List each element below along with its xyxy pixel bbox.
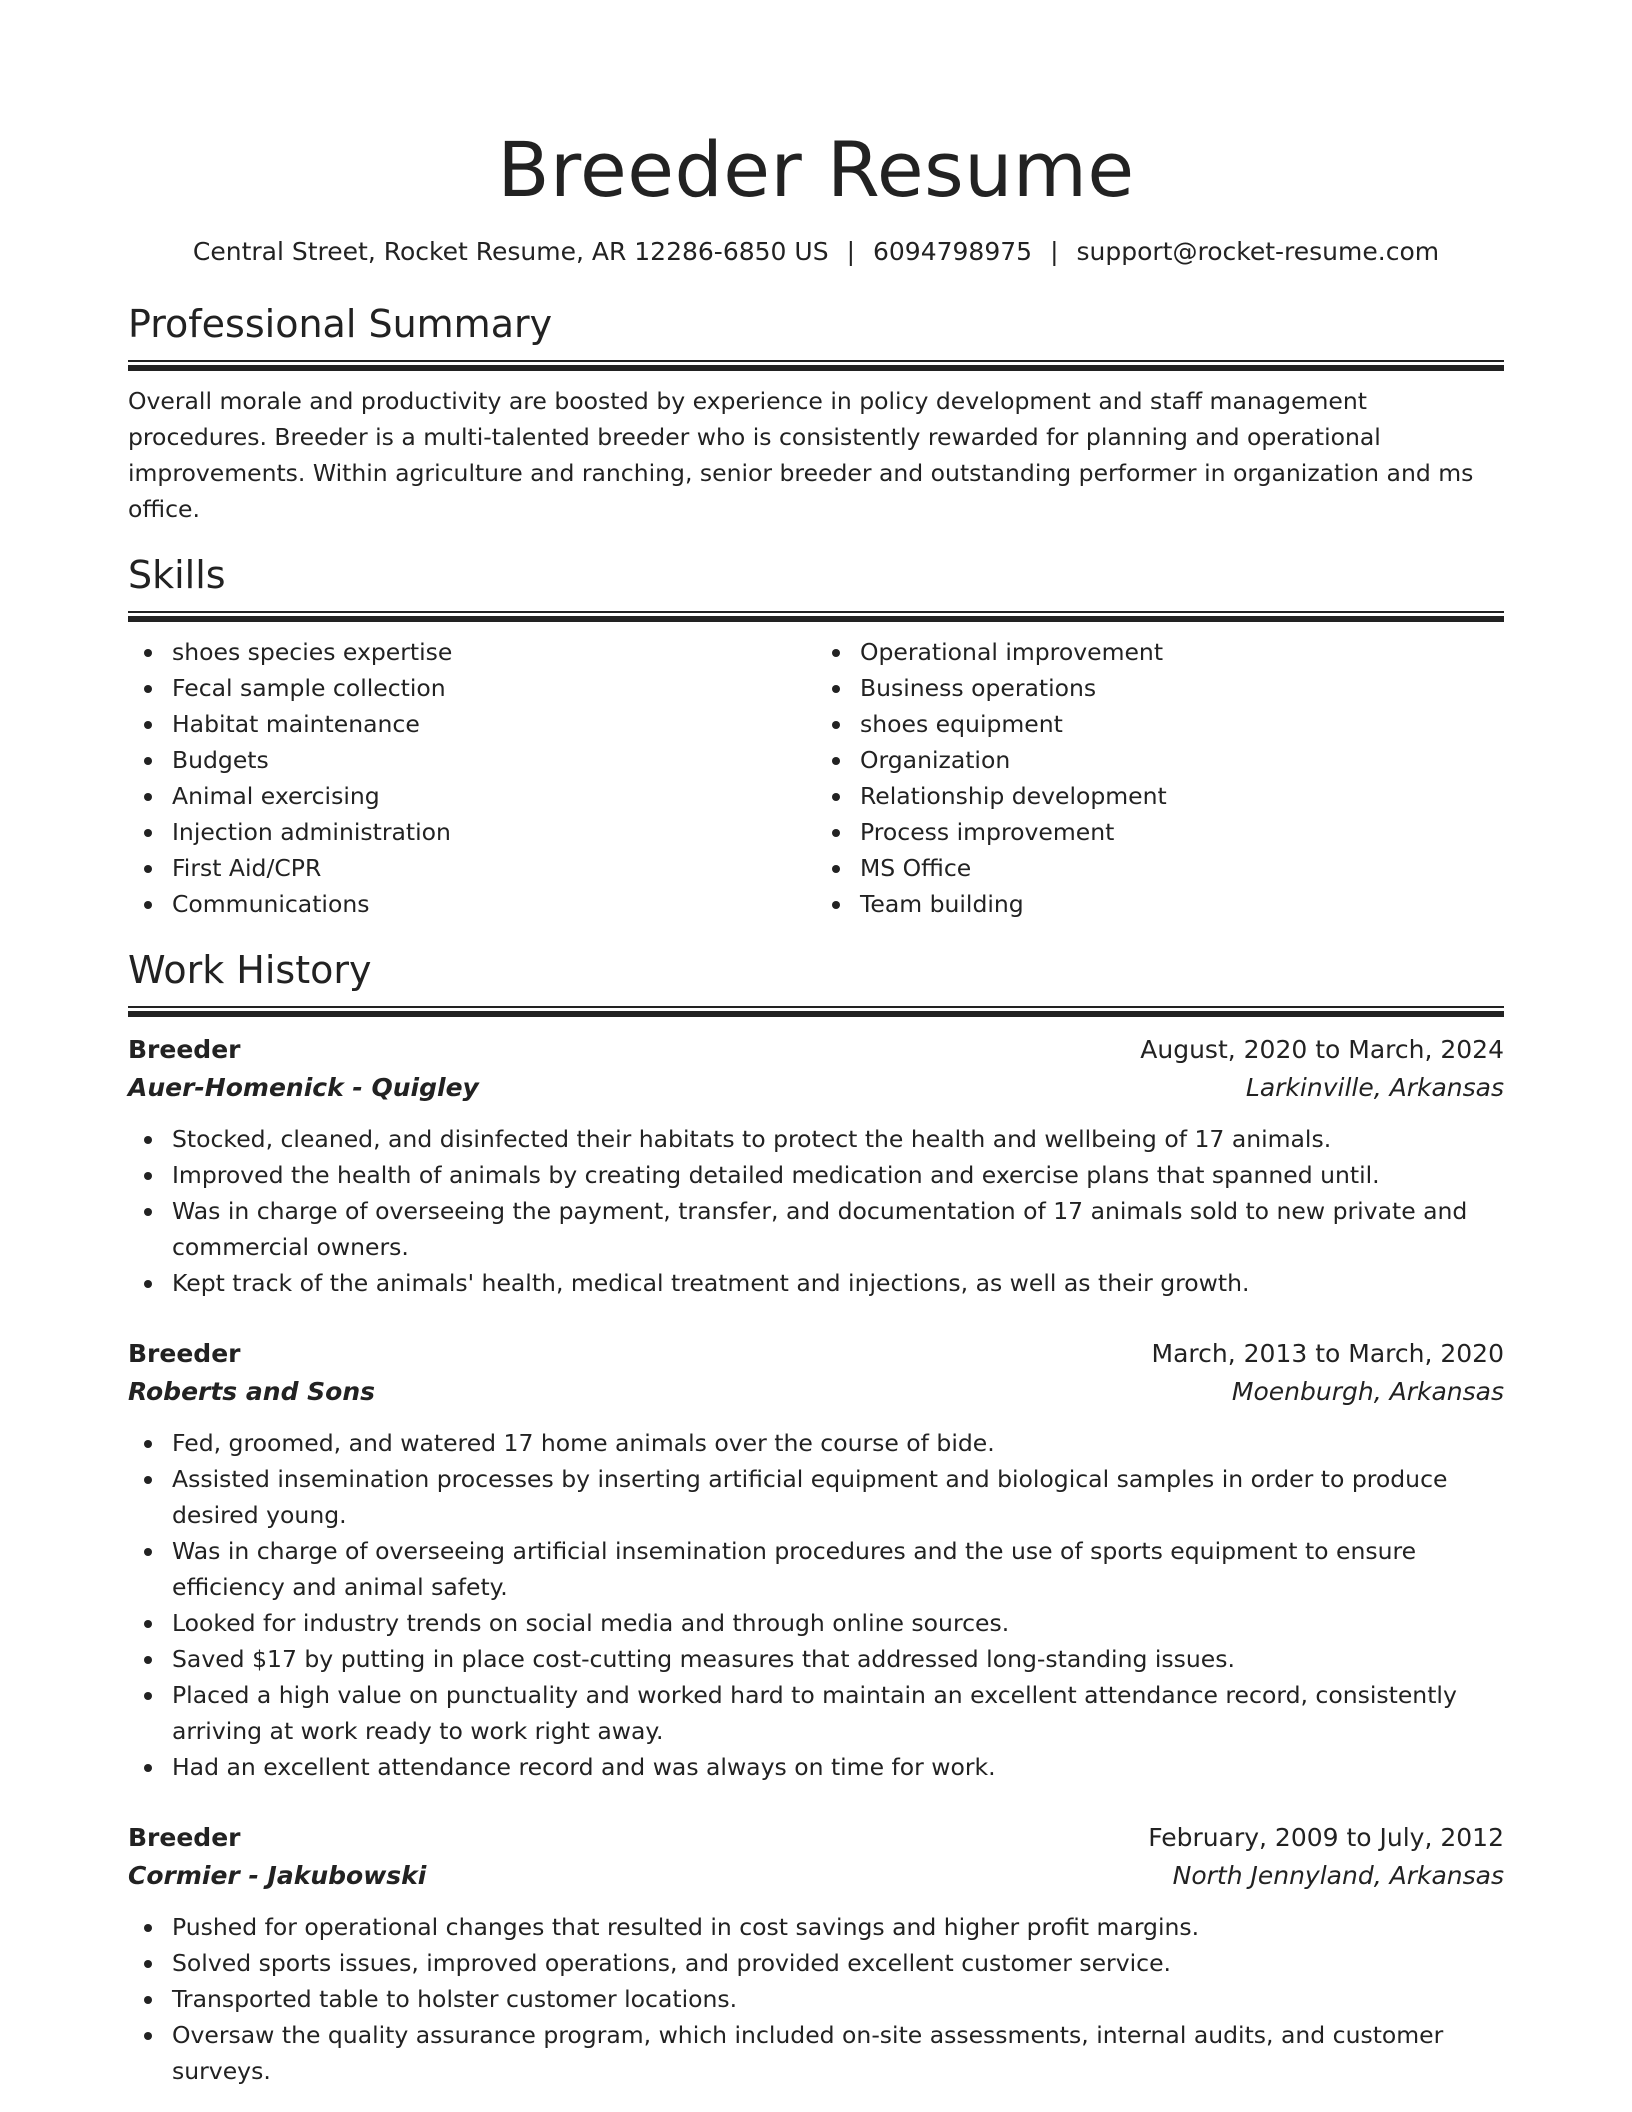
summary-heading: Professional Summary — [128, 302, 553, 346]
job-bullet: Saved $17 by putting in place cost-cutting measures that addressed long-standing issues. — [172, 1641, 1504, 1677]
contact-separator: | — [846, 237, 855, 266]
skill-item: Team building — [860, 886, 1504, 922]
job-company: Cormier - Jakubowski — [128, 1861, 427, 1890]
job-bullet: Assisted insemination processes by inserting artificial equipment and biological samples in order to produce desired young. — [172, 1461, 1504, 1533]
job-bullet: Was in charge of overseeing artificial insemination procedures and the use of sports equipment to ensure efficiency and animal safety. — [172, 1533, 1504, 1605]
skill-item: Operational improvement — [860, 634, 1504, 670]
job-bullet: Was in charge of overseeing the payment, transfer, and documentation of 17 animals sold to new private and commercial owners. — [172, 1193, 1504, 1265]
job-location: Moenburgh, Arkansas — [1231, 1377, 1504, 1406]
skill-item: Budgets — [172, 742, 816, 778]
job-location: Larkinville, Arkansas — [1245, 1073, 1504, 1102]
job-company-row — [128, 1069, 1504, 1107]
contact-line — [128, 234, 1504, 270]
skill-item: Fecal sample collection — [172, 670, 816, 706]
job-bullet: Looked for industry trends on social media and through online sources. — [172, 1605, 1504, 1641]
summary-section — [128, 298, 1504, 527]
resume-header — [128, 116, 1504, 270]
skills-columns — [128, 634, 1504, 922]
job-bullet: Placed a high value on punctuality and worked hard to maintain an excellent attendance record, consistently arriving at work ready to work right away. — [172, 1677, 1504, 1749]
job-entry — [128, 1335, 1504, 1785]
job-company: Auer-Homenick - Quigley — [128, 1073, 479, 1102]
skills-section — [128, 549, 1504, 922]
skill-item: Communications — [172, 886, 816, 922]
job-bullet: Oversaw the quality assurance program, which included on-site assessments, internal audits, and customer surveys. — [172, 2017, 1504, 2089]
job-bullet: Pushed for operational changes that resulted in cost savings and higher profit margins. — [172, 1909, 1504, 1945]
job-dates: August, 2020 to March, 2024 — [1140, 1035, 1504, 1064]
contact-separator: | — [1050, 237, 1059, 266]
job-header-row — [128, 1819, 1504, 1857]
job-bullet: Stocked, cleaned, and disinfected their habitats to protect the health and wellbeing of 17 animals. — [172, 1121, 1504, 1157]
job-bullets — [128, 1121, 1504, 1301]
skill-item: Process improvement — [860, 814, 1504, 850]
skill-item: Relationship development — [860, 778, 1504, 814]
job-company: Roberts and Sons — [128, 1377, 376, 1406]
contact-phone: 6094798975 — [873, 237, 1033, 266]
skill-item: Animal exercising — [172, 778, 816, 814]
resume-title: Breeder Resume — [497, 125, 1135, 214]
skills-heading: Skills — [128, 553, 226, 597]
contact-email: support@rocket-resume.com — [1076, 237, 1440, 266]
job-entry — [128, 1819, 1504, 2089]
job-title: Breeder — [128, 1339, 241, 1368]
skill-item: Injection administration — [172, 814, 816, 850]
job-bullet: Had an excellent attendance record and was always on time for work. — [172, 1749, 1504, 1785]
skills-list-right — [816, 634, 1504, 922]
skill-item: Habitat maintenance — [172, 706, 816, 742]
skill-item: shoes equipment — [860, 706, 1504, 742]
summary-text: Overall morale and productivity are boosted by experience in policy development and staff management procedures. Breeder is a multi-talented breeder who is consistently rewarded for planning and operational improvements. Within agriculture and ranching, senior breeder and outstanding performer in organization and ms office. — [128, 387, 1474, 523]
job-location: North Jennyland, Arkansas — [1172, 1861, 1504, 1890]
job-bullet: Fed, groomed, and watered 17 home animals over the course of bide. — [172, 1425, 1504, 1461]
job-title: Breeder — [128, 1035, 241, 1064]
skill-item: Business operations — [860, 670, 1504, 706]
contact-address: Central Street, Rocket Resume, AR 12286-6850 US — [192, 237, 829, 266]
skill-item: MS Office — [860, 850, 1504, 886]
job-company-row — [128, 1857, 1504, 1895]
job-bullets — [128, 1909, 1504, 2089]
section-divider — [128, 611, 1504, 622]
job-dates: February, 2009 to July, 2012 — [1148, 1823, 1504, 1852]
job-bullet: Kept track of the animals' health, medical treatment and injections, as well as their growth. — [172, 1265, 1504, 1301]
job-dates: March, 2013 to March, 2020 — [1151, 1339, 1504, 1368]
job-bullet: Improved the health of animals by creating detailed medication and exercise plans that spanned until. — [172, 1157, 1504, 1193]
job-header-row — [128, 1335, 1504, 1373]
section-divider — [128, 360, 1504, 371]
work-history-section — [128, 944, 1504, 2089]
job-bullet: Transported table to holster customer locations. — [172, 1981, 1504, 2017]
skills-list-left — [128, 634, 816, 922]
skill-item: First Aid/CPR — [172, 850, 816, 886]
skill-item: shoes species expertise — [172, 634, 816, 670]
job-bullets — [128, 1425, 1504, 1785]
section-divider — [128, 1006, 1504, 1017]
job-entry — [128, 1031, 1504, 1301]
work-history-heading: Work History — [128, 948, 372, 992]
job-header-row — [128, 1031, 1504, 1069]
job-title: Breeder — [128, 1823, 241, 1852]
job-bullet: Solved sports issues, improved operations, and provided excellent customer service. — [172, 1945, 1504, 1981]
skill-item: Organization — [860, 742, 1504, 778]
job-company-row — [128, 1373, 1504, 1411]
